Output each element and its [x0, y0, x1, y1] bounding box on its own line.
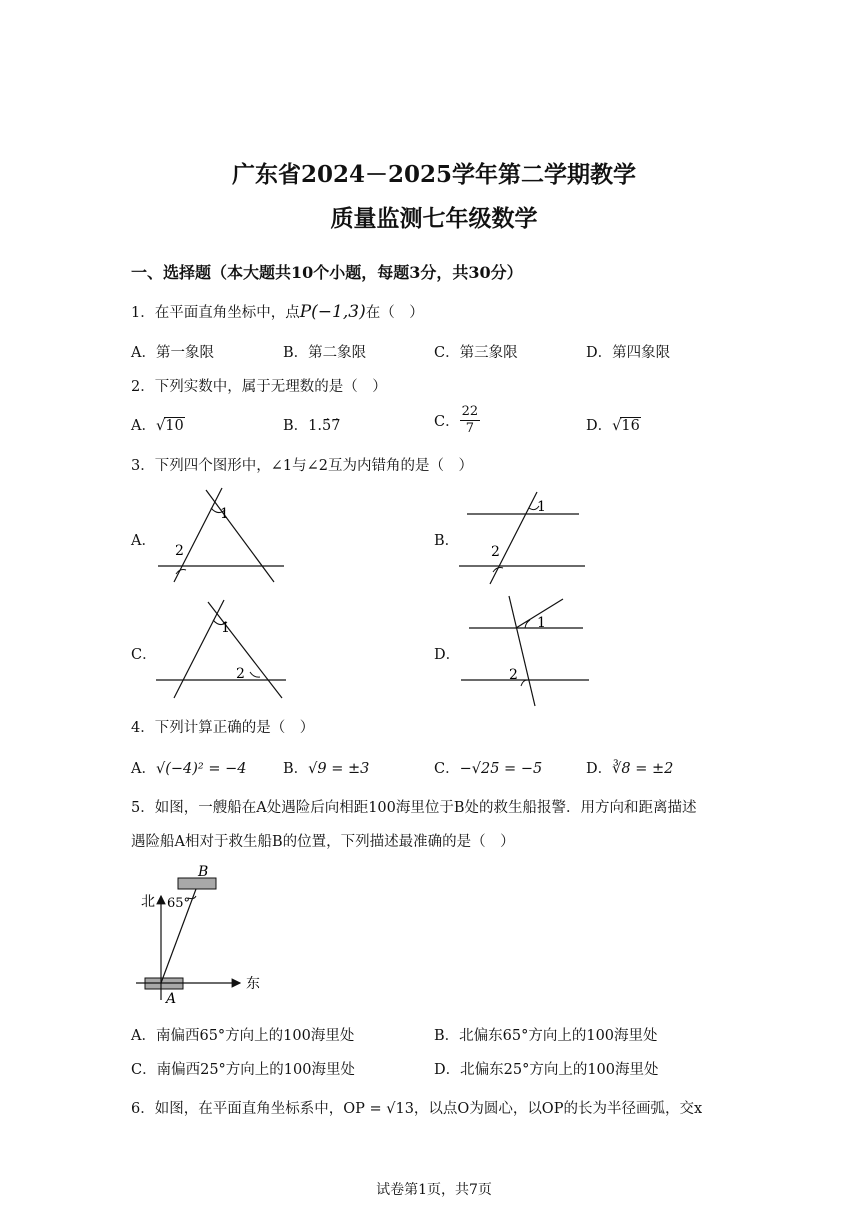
q3b-angle2: 2 [491, 544, 500, 560]
q1-stem-b: 在（ ） [365, 305, 424, 321]
q5-option-b[interactable]: B．北偏东65°方向上的100海里处 [434, 1028, 658, 1044]
q1-point: P(−1,3) [299, 302, 366, 322]
q5-direction-figure [130, 860, 270, 1010]
q4-option-c[interactable]: C．−√25 = −5 [434, 761, 543, 777]
q3c-angle2: 2 [236, 666, 245, 682]
q3-figure-d [455, 594, 595, 708]
q2-a-radicand: 10 [165, 418, 184, 434]
q2-d-radicand: 16 [621, 418, 640, 434]
q2-c-fraction: $\frac{22}{7}$ [461, 404, 479, 436]
question-2: 2．下列实数中，属于无理数的是（ ） [131, 379, 387, 395]
q5-option-d[interactable]: D．北偏东25°方向上的100海里处 [434, 1062, 659, 1078]
q5-option-a[interactable]: A．南偏西65°方向上的100海里处 [131, 1028, 355, 1044]
q3d-angle1: 1 [537, 615, 546, 631]
page-footer: 试卷第1页，共7页 [376, 1182, 492, 1198]
q3a-angle2: 2 [175, 543, 184, 559]
north-label: 北 [141, 894, 155, 910]
q3c-angle1: 1 [221, 620, 230, 636]
exam-title-line1: 广东省2024－2025学年第二学期教学 [231, 161, 637, 188]
q1-option-a[interactable]: A．第一象限 [131, 345, 214, 361]
question-6: 6．如图，在平面直角坐标系中，OP = √13，以点O为圆心，以OP的长为半径画弧，交x [131, 1101, 703, 1117]
q3-figure-b [455, 490, 595, 586]
q2-option-d[interactable]: D．√16 [586, 418, 640, 434]
q1-stem-a: 1．在平面直角坐标中，点 [131, 305, 300, 321]
q2-option-b[interactable]: B．1.5̇7̇ [283, 418, 341, 434]
east-label: 东 [246, 976, 260, 992]
question-5-line1: 5．如图，一艘船在A处遇险后向相距100海里位于B处的救生船报警．用方向和距离描述 [131, 800, 697, 816]
point-b-label: B [198, 864, 209, 880]
exam-title-line2: 质量监测七年级数学 [330, 205, 538, 232]
q3b-angle1: 1 [537, 499, 546, 515]
q3d-angle2: 2 [509, 667, 518, 683]
q1-option-c[interactable]: C．第三象限 [434, 345, 518, 361]
q1-option-b[interactable]: B．第二象限 [283, 345, 367, 361]
q4-option-b[interactable]: B．√9 = ±3 [283, 761, 370, 777]
q3-option-b-label[interactable]: B． [434, 533, 460, 549]
q4-option-d[interactable]: D．∛8 = ±2 [586, 761, 674, 777]
q1-option-d[interactable]: D．第四象限 [586, 345, 671, 361]
q2-option-c[interactable]: C． $\frac{22}{7}$ [434, 404, 479, 436]
q3-figure-a [150, 486, 290, 586]
q2-option-a[interactable]: A．√10 [131, 418, 184, 434]
q3a-angle1: 1 [220, 506, 229, 522]
angle-label: 65° [167, 896, 191, 911]
q3-figure-c [150, 598, 295, 702]
question-1 [131, 301, 424, 322]
q5-option-c[interactable]: C．南偏西25°方向上的100海里处 [131, 1062, 355, 1078]
question-4: 4．下列计算正确的是（ ） [131, 720, 315, 736]
q3-option-d-label[interactable]: D． [434, 647, 461, 663]
q3-option-c-label[interactable]: C． [131, 647, 157, 663]
q4-option-a[interactable]: A．√(−4)² = −4 [131, 761, 247, 777]
question-3: 3．下列四个图形中，∠1与∠2互为内错角的是（ ） [131, 458, 473, 474]
question-5-line2: 遇险船A相对于救生船B的位置，下列描述最准确的是（ ） [131, 834, 515, 850]
q2-b-value: 1.5̇7̇ [308, 418, 341, 434]
section-heading: 一、选择题（本大题共10个小题，每题3分，共30分） [131, 263, 523, 282]
q3-option-a-label[interactable]: A． [131, 533, 156, 549]
point-a-label: A [166, 991, 177, 1007]
